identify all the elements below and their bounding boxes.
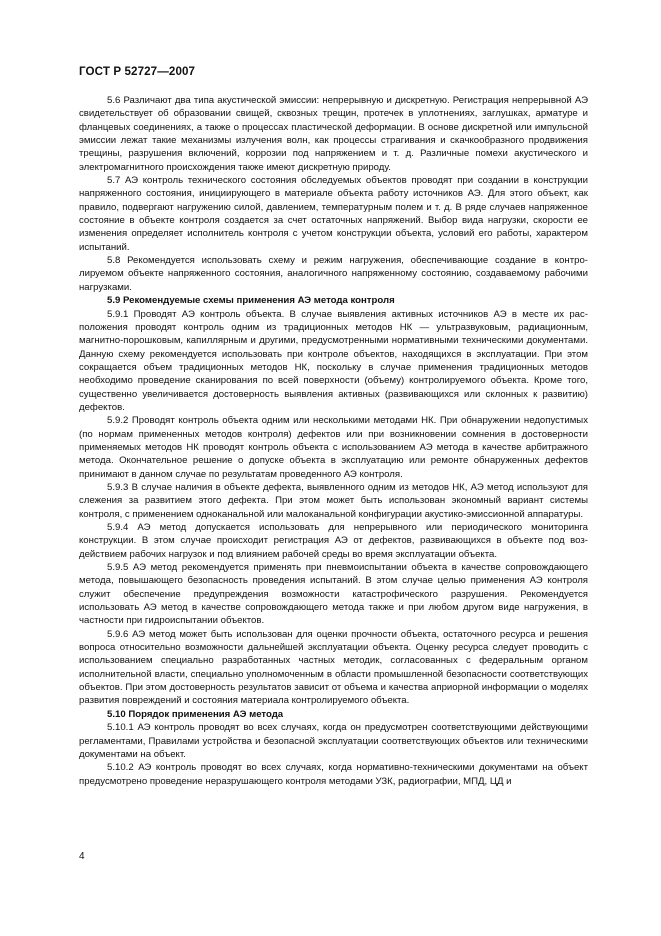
paragraph: 5.9.4 АЭ метод допускается использовать для непрерывного или периодического мониторинга конструкции. В этом случае происходит регистрация АЭ от дефектов, развивающихся в объекте под воздействием рабочих нагрузок и под влиянием рабочей среды во время эксплуатации объекта. (79, 522, 588, 560)
paragraph: 5.7 АЭ контроль технического состояния обследуемых объектов проводят при создании в конструкции напряженного состояния, инициирующего в материале объекта работу источников АЭ. Для этого объект, как правило, подвергают нагружению силой, давлением, температурным полем и т. д. В ряде случаев напряженное состояние в объекте контроля создается за счет остаточных напряжений. Выбор вида нагрузки, скорости ее изменения определяет исполнитель контроля с учетом конструкции объекта, условий его работы, характером испытаний. (79, 175, 588, 253)
paragraph: 5.8 Рекомендуется использовать схему и режим нагружения, обеспечивающие создание в контролируемом объекте напряженного состояния, аналогичного напряженному состоянию, создаваемому рабочими нагрузками. (79, 255, 588, 293)
document-body (79, 94, 588, 788)
page-number: 4 (79, 851, 85, 862)
paragraph: 5.9.6 АЭ метод может быть использован для оценки прочности объекта, остаточного ресурса и решения вопроса относительно возможности дальнейшей эксплуатации объекта. Оценку ресурса следует проводить с использованием специально разработанных частных методик, согласованных с федеральным органом исполнительной власти, специально уполномоченным в области промышленной безопасности соответствующих объектов. При этом достоверность результатов зависит от объема и качества априорной информации о моделях развития повреждений и состояния материала контролируемого объекта. (79, 628, 588, 707)
paragraph: 5.9.1 Проводят АЭ контроль объекта. В случае выявления активных источников АЭ в месте их расположения проводят контроль одним из традиционных методов НК — ультразвуковым, радиационным, магнитно-порошковым, капиллярным и другими, предусмотренными нормативными техническими документами. Данную схему рекомендуется использовать при контроле объектов, находящихся в эксплуатации. При этом сокращается объем традиционных методов НК, поскольку в случае применения традиционных методов необходимо проведение сканирования по всей поверхности (объему) контролируемого объекта. Кроме того, существенно увеличивается достоверность выявления активных (развивающихся или склонных к развитию) дефектов. (79, 308, 588, 413)
paragraph: 5.9.5 АЭ метод рекомендуется применять при пневмоиспытании объекта в качестве сопровождающего метода, повышающего безопасность проведения испытаний. В этом случае целью применения АЭ контроля служит обеспечение предупреждения возможности катастрофического разрушения. Рекомендуется использовать АЭ метод в качестве сопровождающего метода также и при любом другом виде нагружения, в частности при гидроиспытании объектов. (79, 562, 588, 627)
paragraph: 5.10.1 АЭ контроль проводят во всех случаях, когда он предусмотрен соответствующими действующими регламентами, Правилами устройства и безопасной эксплуатации соответствующих объектов или техническими документами на объект. (79, 722, 588, 760)
section-heading: 5.9 Рекомендуемые схемы применения АЭ метода контроля (107, 295, 395, 307)
paragraph: 5.6 Различают два типа акустической эмиссии: непрерывную и дискретную. Регистрация непрерывной АЭ свидетельствует об образовании свищей, сквозных трещин, протечек в уплотнениях, заглушках, арматуре и фланцевых соединениях, а также о процессах пластической деформации. В основе дискретной или импульсной эмиссии лежат такие механизмы излучения волн, как процессы страгивания и скачкообразного продвижения трещины, разрушения включений, коррозии под напряжением и т. д. Различные помехи акустического и электромагнитного происхождения также имеют дискретную природу. (79, 95, 588, 173)
paragraph: 5.10.2 АЭ контроль проводят во всех случаях, когда нормативно-техническими документами на объект предусмотрено проведение неразрушающего контроля методами УЗК, радиографии, МПД, ЦД и (79, 762, 588, 787)
section-heading: 5.10 Порядок применения АЭ метода (107, 708, 284, 720)
document-header: ГОСТ Р 52727—2007 (79, 65, 196, 78)
paragraph: 5.9.2 Проводят контроль объекта одним или несколькими методами НК. При обнаружении недопустимых (по нормам примененных методов контроля) дефектов или при возникновении сомнения в достоверности применяемых методов НК проводят контроль объекта с использованием АЭ метода в качестве арбитражного метода. Окончательное решение о допуске объекта в эксплуатацию или ремонте обнаруженных дефектов принимают в данном случае по результатам проведенного АЭ контроля. (79, 415, 588, 480)
paragraph: 5.9.3 В случае наличия в объекте дефекта, выявленного одним из методов НК, АЭ метод используют для слежения за развитием этого дефекта. При этом может быть использован экономный вариант системы контроля, с применением одноканальной или малоканальной конфигурации акустико-эмиссионной аппаратуры. (79, 481, 588, 520)
